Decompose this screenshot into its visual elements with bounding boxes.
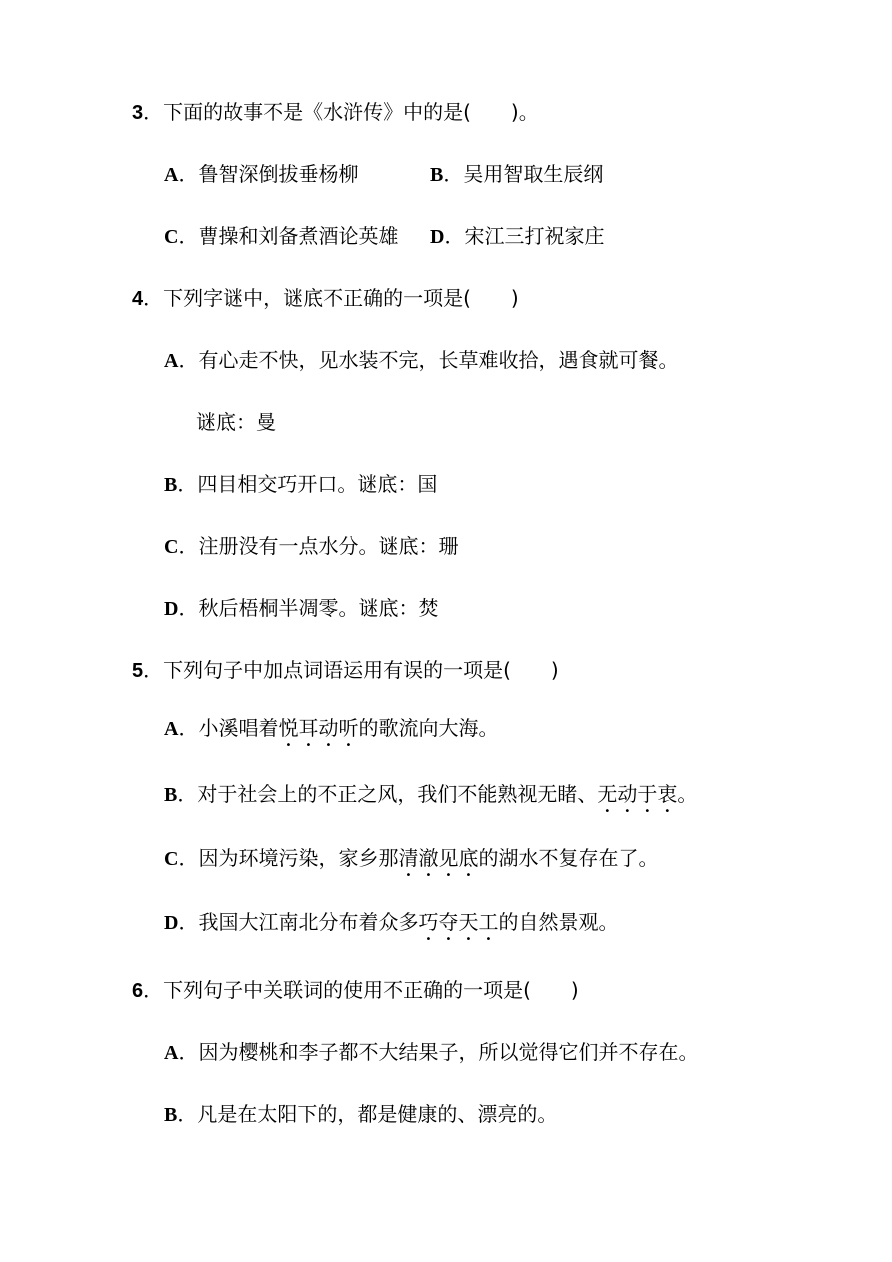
option-letter: A — [164, 164, 179, 186]
question-5-option-a — [164, 716, 498, 740]
option-letter: A — [164, 718, 179, 740]
option-text: 的歌流向大海。 — [358, 716, 499, 740]
option-text: 。 — [677, 782, 698, 806]
option-text: ．注册没有一点水分。谜底：珊 — [178, 534, 459, 558]
question-text: ．下列句子中关联词的使用不正确的一项是( ) — [143, 978, 579, 1002]
question-3-option-c — [164, 224, 398, 248]
dotted-phrase: 无动于衷 — [597, 782, 678, 806]
question-3-option-d — [430, 224, 604, 248]
question-5-option-d — [164, 910, 618, 934]
option-letter: C — [164, 226, 179, 248]
question-5-stem — [132, 658, 559, 682]
question-text: ．下面的故事不是《水浒传》中的是( )。 — [143, 100, 539, 124]
question-4-option-b — [164, 472, 437, 496]
option-letter: C — [164, 848, 179, 870]
question-text: ．下列句子中加点词语运用有误的一项是( ) — [143, 658, 559, 682]
option-text: ．我国大江南北分布着众多 — [178, 910, 419, 934]
option-text: ．曹操和刘备煮酒论英雄 — [178, 224, 399, 248]
option-text: 的自然景观。 — [498, 910, 619, 934]
option-text: ．小溪唱着 — [178, 716, 279, 740]
option-text: 谜底：曼 — [196, 410, 276, 434]
question-4-option-a — [164, 348, 678, 372]
question-number: 6 — [132, 980, 144, 1002]
option-letter: B — [430, 164, 444, 186]
option-text: ．秋后梧桐半凋零。谜底：焚 — [178, 596, 439, 620]
question-number: 5 — [132, 660, 144, 682]
question-4-option-d — [164, 596, 438, 620]
question-number: 4 — [132, 288, 144, 310]
question-5-option-b — [164, 782, 697, 806]
option-letter: B — [164, 474, 178, 496]
option-text: ．因为环境污染，家乡那 — [178, 846, 399, 870]
option-letter: A — [164, 350, 179, 372]
option-text: ．凡是在太阳下的，都是健康的、漂亮的。 — [177, 1102, 558, 1126]
option-letter: B — [164, 784, 178, 806]
option-text: ．宋江三打祝家庄 — [444, 224, 605, 248]
question-number: 3 — [132, 102, 144, 124]
dotted-phrase: 清澈见底 — [398, 846, 479, 870]
question-text: ．下列字谜中，谜底不正确的一项是( ) — [143, 286, 519, 310]
option-letter: D — [430, 226, 445, 248]
question-4-option-a-continuation — [196, 410, 276, 434]
question-3-option-b — [430, 162, 603, 186]
question-4-option-c — [164, 534, 458, 558]
dotted-phrase: 巧夺天工 — [418, 910, 499, 934]
option-text: ．四目相交巧开口。谜底：国 — [177, 472, 438, 496]
option-text: ．对于社会上的不正之风，我们不能熟视无睹、 — [177, 782, 598, 806]
question-6-option-b — [164, 1102, 557, 1126]
option-text: ．鲁智深倒拔垂杨柳 — [178, 162, 359, 186]
option-letter: A — [164, 1042, 179, 1064]
question-5-option-c — [164, 846, 658, 870]
option-letter: D — [164, 912, 179, 934]
option-text: ．因为樱桃和李子都不大结果子，所以觉得它们并不存在。 — [178, 1040, 699, 1064]
question-4-stem — [132, 286, 519, 310]
option-text: 的湖水不复存在了。 — [478, 846, 659, 870]
option-text: ．吴用智取生辰纲 — [443, 162, 604, 186]
option-letter: C — [164, 536, 179, 558]
option-text: ．有心走不快，见水装不完，长草难收拾，遇食就可餐。 — [178, 348, 679, 372]
option-letter: B — [164, 1104, 178, 1126]
question-3-stem — [132, 100, 539, 124]
question-6-option-a — [164, 1040, 698, 1064]
dotted-phrase: 悦耳动听 — [278, 716, 359, 740]
question-3-option-a — [164, 162, 358, 186]
option-letter: D — [164, 598, 179, 620]
question-6-stem — [132, 978, 579, 1002]
